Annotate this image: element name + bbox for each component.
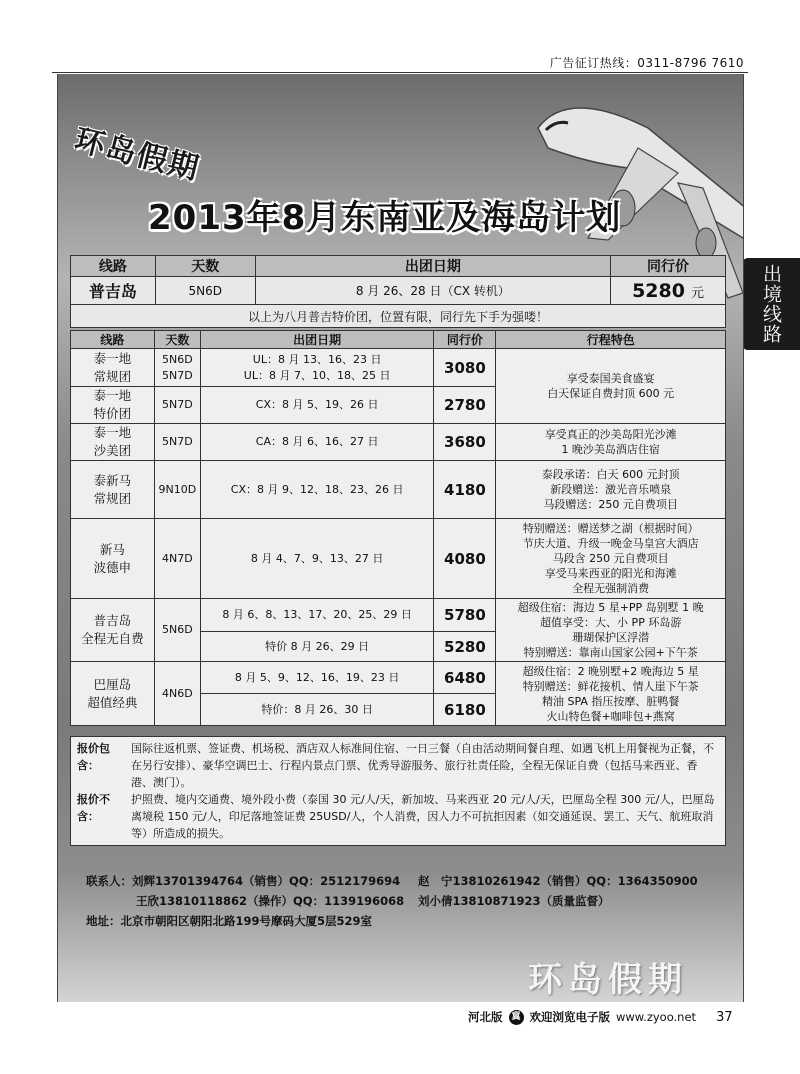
brand-logo: 环岛假期 [70,122,204,188]
section-tab [742,258,800,350]
route-days: 4N6D [154,662,200,726]
ad-hotline: 广告征订热线：0311-8796 7610 [549,56,744,70]
page-number: 37 [716,1009,733,1025]
edition-label: 河北版 [468,1010,503,1024]
col-route: 线路 [71,331,155,349]
route-features: 泰段承诺：白天 600 元封顶 新段赠送：激光音乐喷泉 马段赠送：250 元自费项目 [496,461,726,519]
table-row [71,424,726,461]
route-dates: 8 月 6、8、13、17、20、25、29 日 [200,599,434,632]
route-name: 泰一地 常规团 [71,349,155,387]
route-dates: CA：8 月 6、16、27 日 [200,424,434,461]
price-value: 5280 [632,279,685,302]
table-row [71,599,726,632]
route-price: 4080 [434,519,496,599]
contact-label: 联系人： [86,874,132,888]
route-name: 泰一地 沙美团 [71,424,155,461]
route-dates: CX：8 月 5、19、26 日 [200,387,434,424]
address: 地址：北京市朝阳区朝阳北路199号摩码大厦5层529室 [86,914,373,928]
route-dates: CX：8 月 9、12、18、23、26 日 [200,461,434,519]
route-days: 9N10D [154,461,200,519]
col-price: 同行价 [611,256,726,277]
route-dates: 8 月 4、7、9、13、27 日 [200,519,434,599]
edition-seal-icon: 冀 [509,1010,524,1025]
route-features: 特别赠送：赠送梦之湖（根据时间） 节庆大道、升级一晚金马皇宫大酒店 马段含 250 元自费项目 享受马来西亚的阳光和海滩 全程无强制消费 [496,519,726,599]
table-row [71,349,726,387]
route-days: 5N6D [154,599,200,662]
include-label: 报价包含： [77,742,110,772]
brand-watermark: 环岛假期 [528,960,688,1000]
table-row [71,519,726,599]
col-dates: 出团日期 [255,256,610,277]
contact-4: 刘小倩13810871923（质量监督） [418,894,610,908]
route-features: 享受真正的沙美岛阳光沙滩 1 晚沙美岛酒店住宿 [496,424,726,461]
route-name: 巴厘岛 超值经典 [71,662,155,726]
route-price: 2780 [434,387,496,424]
exclude-label: 报价不含： [77,793,110,823]
route-price: 3080 [434,349,496,387]
contact-1: 刘辉13701394764（销售）QQ：2512179694 [132,874,401,888]
table-row [71,461,726,519]
route-features: 超级住宿：海边 5 星+PP 岛别墅 1 晚 超值享受：大、小 PP 环岛游 珊瑚保护区浮潜 特别赠送：靠南山国家公园+下午茶 [496,599,726,662]
col-dates: 出团日期 [200,331,434,349]
col-features: 行程特色 [496,331,726,349]
section-tab-label: 出境线路 [760,264,782,344]
col-days: 天数 [154,331,200,349]
route-price: 5280 [434,632,496,662]
route-dates: UL：8 月 13、16、23 日 UL：8 月 7、10、18、25 日 [200,349,434,387]
contact-3: 王欣13810118862（操作）QQ：1139196068 [136,894,405,908]
route-days: 5N6D 5N7D [154,349,200,387]
ad-panel [57,74,744,1002]
route-days: 4N7D [154,519,200,599]
route-price: 6480 [434,662,496,694]
page-footer [468,1009,733,1025]
route-days: 5N7D [154,424,200,461]
footer-url[interactable]: www.zyoo.net [616,1010,697,1024]
route-dates: 8 月 26、28 日（CX 转机） [255,277,610,305]
footer-text: 欢迎浏览电子版 [529,1010,610,1024]
route-name: 新马 波德申 [71,519,155,599]
exclude-text: 护照费、境内交通费、境外段小费（泰国 30 元/人/天，新加坡、马来西亚 20 元/人/天，巴厘岛全程 300 元/人，巴厘岛离境税 150 元/人，印尼落地签证费 25USD/人，个人消费，因人力不可抗拒因素（如交通延误、罢工、天气、航班取消等）所造成的损失。 [131,793,715,840]
route-dates: 特价 8 月 26、29 日 [200,632,434,662]
route-price: 6180 [434,694,496,726]
page-title: 2013年8月东南亚及海岛计划 [148,198,622,238]
route-price [611,277,726,305]
route-price: 5780 [434,599,496,632]
include-text: 国际往返机票、签证费、机场税、酒店双人标准间住宿、一日三餐（自由活动期间餐自理、如遇飞机上用餐视为正餐，不在另行安排）、豪华空调巴士、行程内景点门票、优秀导游服务、旅行社责任险，全程无保证自费（包括马来西亚、香港、澳门）。 [131,742,714,789]
puji-special-table [70,255,726,328]
price-unit: 元 [690,285,704,301]
col-route: 线路 [71,256,156,277]
route-price: 3680 [434,424,496,461]
price-terms [70,736,726,846]
route-days: 5N7D [154,387,200,424]
table-row [71,662,726,694]
route-features: 超级住宿：2 晚别墅+2 晚海边 5 星 特别赠送：鲜花接机、情人崖下午茶 精油 SPA 指压按摩、脏鸭餐 火山特色餐+咖啡包+燕窝 [496,662,726,726]
col-days: 天数 [155,256,255,277]
contact-block [86,871,726,931]
table-row [71,277,726,305]
header-rule [52,72,748,73]
route-name: 普吉岛 全程无自费 [71,599,155,662]
promo-note: 以上为八月普吉特价团，位置有限，同行先下手为强喽！ [71,305,726,328]
route-dates: 8 月 5、9、12、16、19、23 日 [200,662,434,694]
route-name: 泰一地 特价团 [71,387,155,424]
route-dates: 特价：8 月 26、30 日 [200,694,434,726]
route-name: 普吉岛 [71,277,156,305]
route-days: 5N6D [155,277,255,305]
contact-2: 赵 宁13810261942（销售）QQ：1364350900 [418,874,698,888]
route-name: 泰新马 常规团 [71,461,155,519]
route-price: 4180 [434,461,496,519]
tour-price-table [70,330,726,726]
col-price: 同行价 [434,331,496,349]
route-features: 享受泰国美食盛宴 白天保证自费封顶 600 元 [496,349,726,424]
